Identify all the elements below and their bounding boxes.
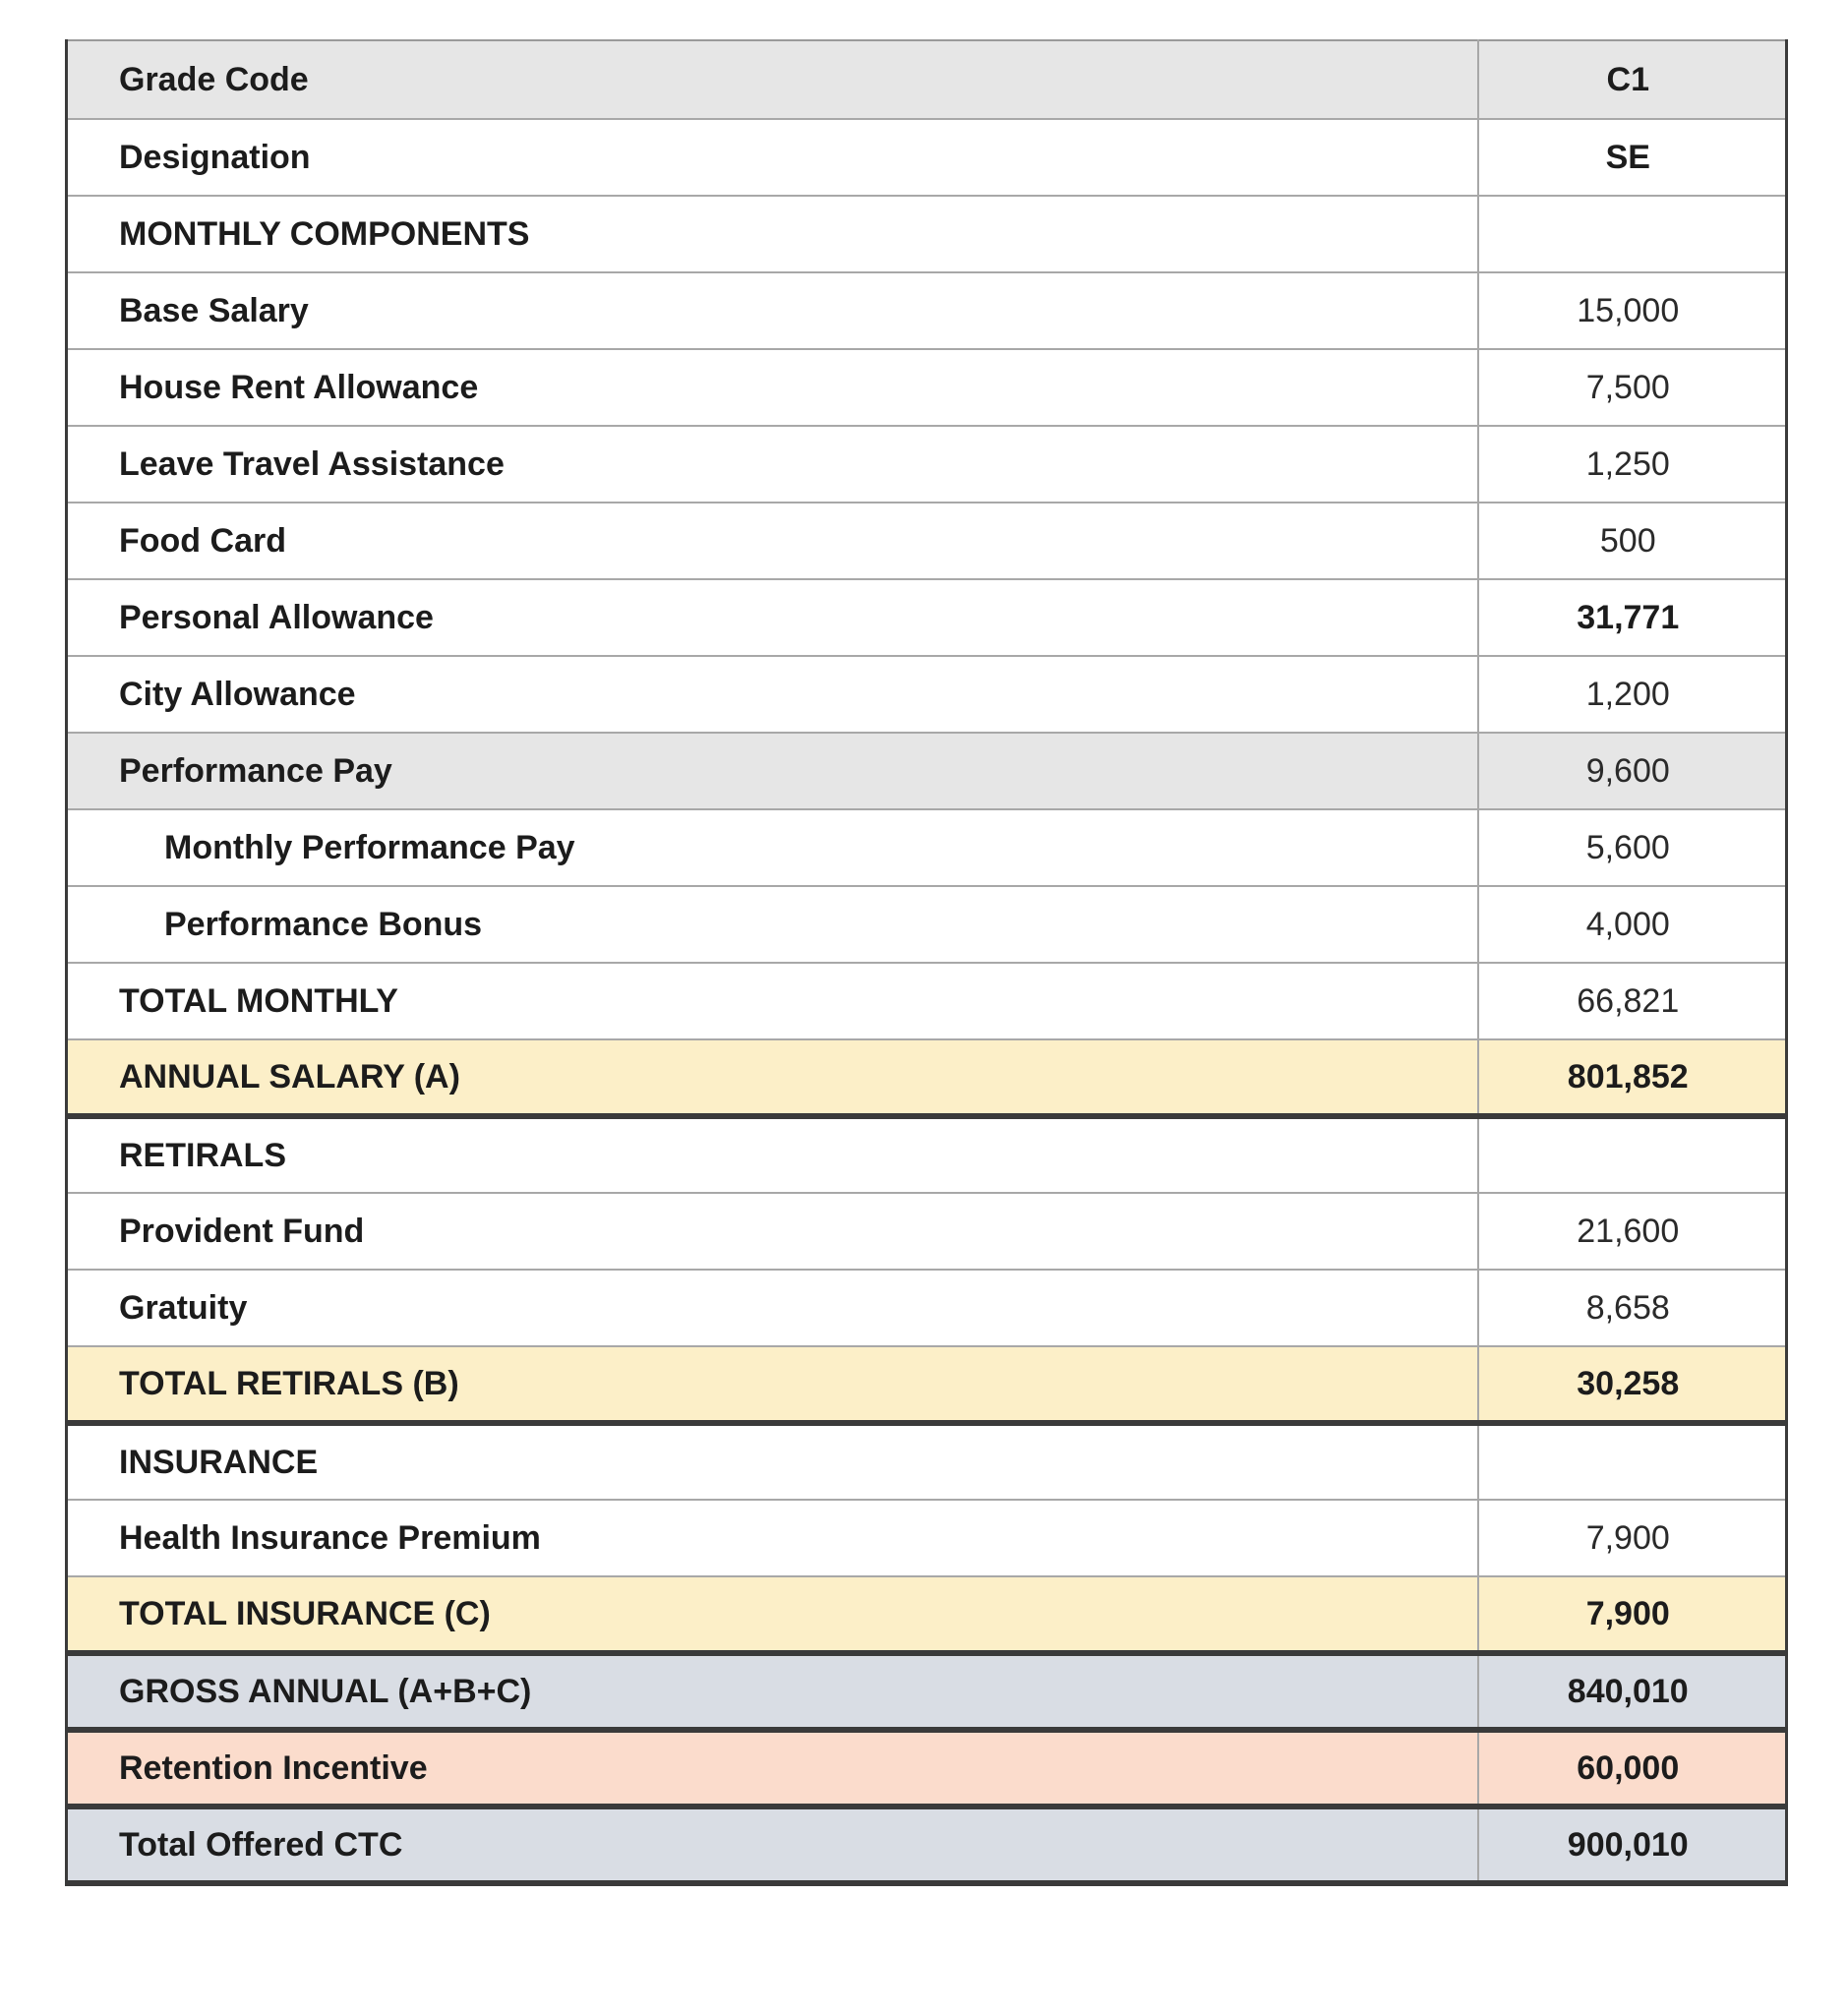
row-label: Food Card	[67, 503, 1478, 579]
row-designation	[67, 119, 1787, 196]
row-total-insurance	[67, 1576, 1787, 1653]
row-grade-code	[67, 40, 1787, 119]
row-value: 801,852	[1478, 1039, 1787, 1116]
section-heading: MONTHLY COMPONENTS	[67, 196, 1478, 272]
row-value: 60,000	[1478, 1730, 1787, 1807]
row-value: 15,000	[1478, 272, 1787, 349]
row-label: Designation	[67, 119, 1478, 196]
row-value	[1478, 1423, 1787, 1500]
row-gross-annual	[67, 1653, 1787, 1730]
row-annual-salary	[67, 1039, 1787, 1116]
row-personal-allowance	[67, 579, 1787, 656]
row-label: Health Insurance Premium	[67, 1500, 1478, 1576]
row-gratuity	[67, 1270, 1787, 1346]
row-label: TOTAL RETIRALS (B)	[67, 1346, 1478, 1423]
row-value: 66,821	[1478, 963, 1787, 1039]
row-label: Grade Code	[67, 40, 1478, 119]
row-value: 9,600	[1478, 733, 1787, 809]
ctc-breakdown-table	[65, 39, 1788, 1886]
row-value: 21,600	[1478, 1193, 1787, 1270]
row-label: House Rent Allowance	[67, 349, 1478, 426]
row-label: Gratuity	[67, 1270, 1478, 1346]
row-total-offered-ctc	[67, 1807, 1787, 1883]
row-label: Performance Bonus	[67, 886, 1478, 963]
row-label: Retention Incentive	[67, 1730, 1478, 1807]
row-value: 840,010	[1478, 1653, 1787, 1730]
row-value: 500	[1478, 503, 1787, 579]
row-label: Provident Fund	[67, 1193, 1478, 1270]
row-city-allowance	[67, 656, 1787, 733]
row-retention-incentive	[67, 1730, 1787, 1807]
row-base-salary	[67, 272, 1787, 349]
row-value: 31,771	[1478, 579, 1787, 656]
row-value: 900,010	[1478, 1807, 1787, 1883]
row-value	[1478, 1116, 1787, 1193]
row-house-rent-allowance	[67, 349, 1787, 426]
row-value: 1,250	[1478, 426, 1787, 503]
row-performance-pay	[67, 733, 1787, 809]
row-label: Total Offered CTC	[67, 1807, 1478, 1883]
section-heading: INSURANCE	[67, 1423, 1478, 1500]
section-monthly-components	[67, 196, 1787, 272]
row-value: 30,258	[1478, 1346, 1787, 1423]
row-label: TOTAL MONTHLY	[67, 963, 1478, 1039]
row-value: 8,658	[1478, 1270, 1787, 1346]
section-heading: RETIRALS	[67, 1116, 1478, 1193]
row-label: City Allowance	[67, 656, 1478, 733]
row-value: SE	[1478, 119, 1787, 196]
row-value: C1	[1478, 40, 1787, 119]
row-label: Performance Pay	[67, 733, 1478, 809]
row-value: 5,600	[1478, 809, 1787, 886]
row-value: 7,500	[1478, 349, 1787, 426]
row-total-monthly	[67, 963, 1787, 1039]
row-value: 7,900	[1478, 1500, 1787, 1576]
row-label: Personal Allowance	[67, 579, 1478, 656]
row-label: ANNUAL SALARY (A)	[67, 1039, 1478, 1116]
row-monthly-performance-pay	[67, 809, 1787, 886]
section-insurance	[67, 1423, 1787, 1500]
row-label: Base Salary	[67, 272, 1478, 349]
row-value: 7,900	[1478, 1576, 1787, 1653]
row-label: Monthly Performance Pay	[67, 809, 1478, 886]
row-value: 1,200	[1478, 656, 1787, 733]
row-label: GROSS ANNUAL (A+B+C)	[67, 1653, 1478, 1730]
row-label: Leave Travel Assistance	[67, 426, 1478, 503]
row-provident-fund	[67, 1193, 1787, 1270]
section-retirals	[67, 1116, 1787, 1193]
row-total-retirals	[67, 1346, 1787, 1423]
row-performance-bonus	[67, 886, 1787, 963]
row-food-card	[67, 503, 1787, 579]
row-value: 4,000	[1478, 886, 1787, 963]
row-label: TOTAL INSURANCE (C)	[67, 1576, 1478, 1653]
row-leave-travel-assistance	[67, 426, 1787, 503]
row-value	[1478, 196, 1787, 272]
row-health-insurance-premium	[67, 1500, 1787, 1576]
